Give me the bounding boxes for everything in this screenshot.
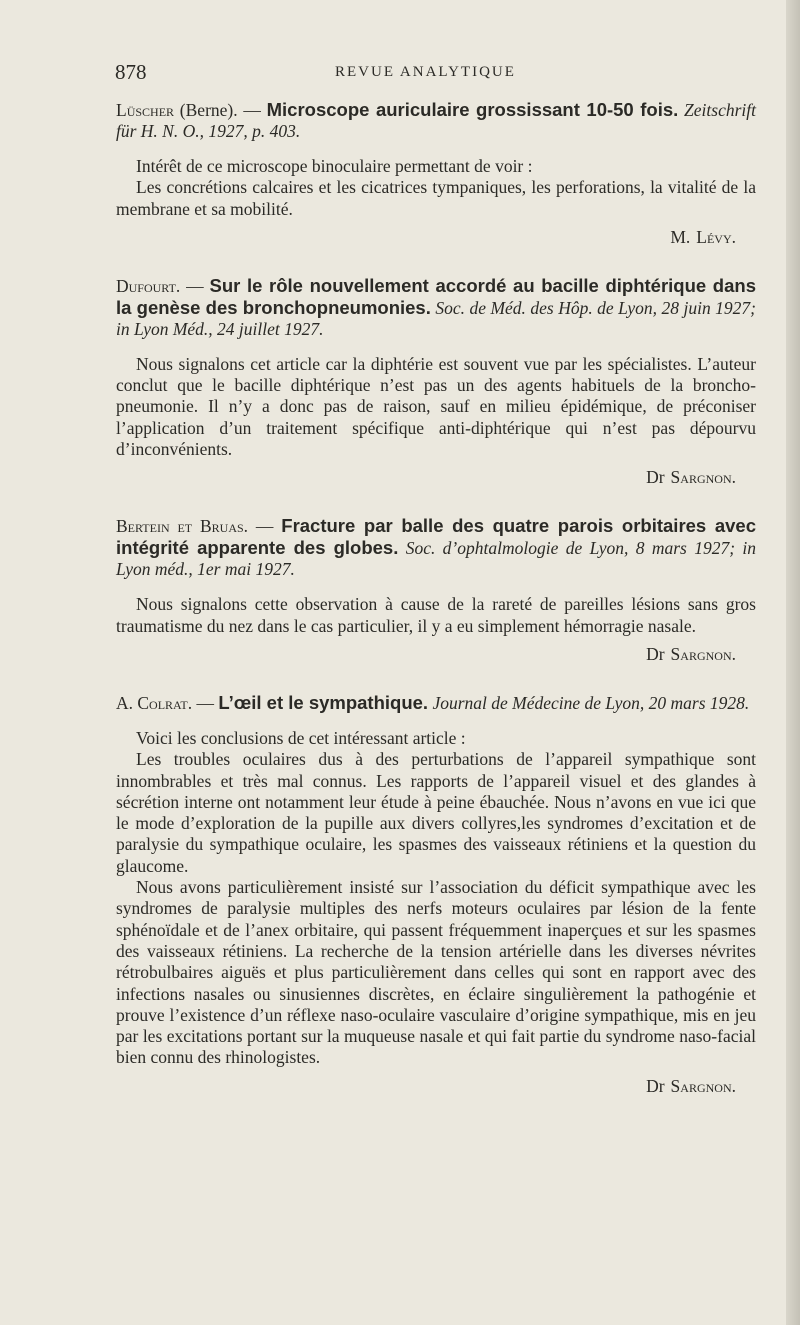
- page-header: [115, 60, 750, 90]
- review-entry: [116, 692, 756, 1097]
- signature-name: Sargnon.: [670, 467, 736, 488]
- author-suffix: —: [248, 516, 282, 537]
- signature-name: Sargnon.: [670, 1075, 736, 1096]
- entry-signature: [116, 1075, 736, 1097]
- entry-paragraph: Les troubles oculaires dus à des perturbations de l’appareil sympathique sont innombrables et très mal connus. Les rapports de l’appareil visuel et des glandes à sécrétion interne ont notamment leur étude à peine ébauchée. Nous n’avons en vue ici que le mode d’exploration de la pupille aux divers collyres,les syndromes d’excitation et de paralysie du sympathique oculaire, les spasmes des vaisseaux rétiniens et la question du glaucome.: [116, 749, 756, 876]
- entry-title: L’œil et le sympathique.: [218, 691, 429, 713]
- entry-paragraph: Voici les conclusions de cet intéressant article :: [136, 727, 466, 748]
- signature-prefix: Dr: [646, 643, 665, 664]
- entry-signature: [116, 226, 736, 248]
- entry-source: Journal de Médecine de Lyon, 20 mars 1928.: [428, 692, 750, 713]
- entry-paragraph: Nous signalons cette observation à cause de la rareté de pareilles lésions sans gros traumatisme du nez dans le cas particulier, il y a eu simplement hémorragie nasale.: [116, 594, 756, 636]
- running-title: REVUE ANALYTIQUE: [335, 64, 516, 80]
- review-entry: [116, 99, 756, 248]
- entry-paragraph: Intérêt de ce microscope binoculaire permettant de voir :: [136, 156, 533, 176]
- entry-paragraph: Nous avons particulièrement insisté sur l’association du déficit sympathique avec les syndromes de paralysie multiples des nerfs moteurs oculaires par lésion de la fente sphénoïdale et de l’anex orbitaire, qui passent fréquemment inaperçues et sur les spasmes des vaisseaux rétiniens. La recherche de la tension artérielle dans les diverses névrites rétrobulbaires aiguës et plus particulièrement dans celles qui sont en rapport avec des infections nasales ou sinusiennes discrètes, en éclaire singulièrement la pathogénie et prouve l’existence d’un réflexe naso-oculaire vasculaire d’origine sympathique, mis en jeu par les excitations portant sur la muqueuse nasale et qui fait partie du syndrome naso-facial bien connu des rhinologistes.: [116, 877, 756, 1068]
- signature-prefix: Dr: [646, 1075, 665, 1096]
- entry-source: Soc. d’ophtalmologie de Lyon, 8 mars 1927; in Lyon méd., 1er mai 1927.: [116, 538, 756, 580]
- entry-citation: [116, 275, 756, 340]
- entry-paragraph: Les concrétions calcaires et les cicatrices tympaniques, les perforations, la vitalité de la membrane et sa mobilité.: [116, 177, 756, 219]
- entry-title: Sur le rôle nouvellement accordé au bacille diphtérique dans la genèse des bronchopneumonies.: [116, 274, 756, 318]
- entry-author: Dufourt.: [116, 275, 181, 296]
- entry-title: Fracture par balle des quatre parois orbitaires avec intégrité apparente des globes.: [116, 515, 756, 559]
- author-suffix: (Berne). —: [174, 100, 267, 120]
- entry-source: Zeitschrift für H. N. O., 1927, p. 403.: [116, 100, 756, 141]
- review-entries: [116, 99, 756, 1124]
- review-entry: [116, 515, 756, 665]
- entry-paragraph: Nous signalons cet article car la diphtérie est souvent vue par les spécialistes. L’auteur conclut que le bacille diphtérique n’est pas un des agents habituels de la broncho-pneumonie. Il n’y a donc pas de raison, sauf en milieu épidémique, de préconiser l’application d’un traitement spécifique anti-diphtérique qui n’est pas dépourvu d’inconvénients.: [116, 353, 756, 460]
- page-number: 878: [115, 60, 147, 84]
- entry-citation: [116, 99, 756, 142]
- entry-author: Lüscher: [116, 100, 175, 120]
- author-suffix: —: [192, 692, 219, 713]
- entry-title: Microscope auriculaire grossissant 10-50 fois.: [266, 99, 679, 120]
- entry-author: Bertein et Bruas.: [116, 516, 249, 537]
- entry-signature: [116, 466, 736, 488]
- signature-name: Sargnon.: [670, 643, 736, 664]
- page-edge-shadow: [786, 0, 800, 1325]
- signature-name: Lévy.: [696, 226, 736, 247]
- author-suffix: —: [180, 275, 210, 296]
- entry-signature: [116, 643, 736, 665]
- review-entry: [116, 275, 756, 488]
- entry-author: A. Colrat.: [116, 692, 193, 713]
- signature-prefix: Dr: [646, 467, 665, 488]
- entry-citation: [116, 692, 756, 714]
- entry-source: Soc. de Méd. des Hôp. de Lyon, 28 juin 1927; in Lyon Méd., 24 juillet 1927.: [116, 297, 756, 339]
- signature-prefix: M.: [670, 226, 691, 247]
- entry-citation: [116, 515, 756, 580]
